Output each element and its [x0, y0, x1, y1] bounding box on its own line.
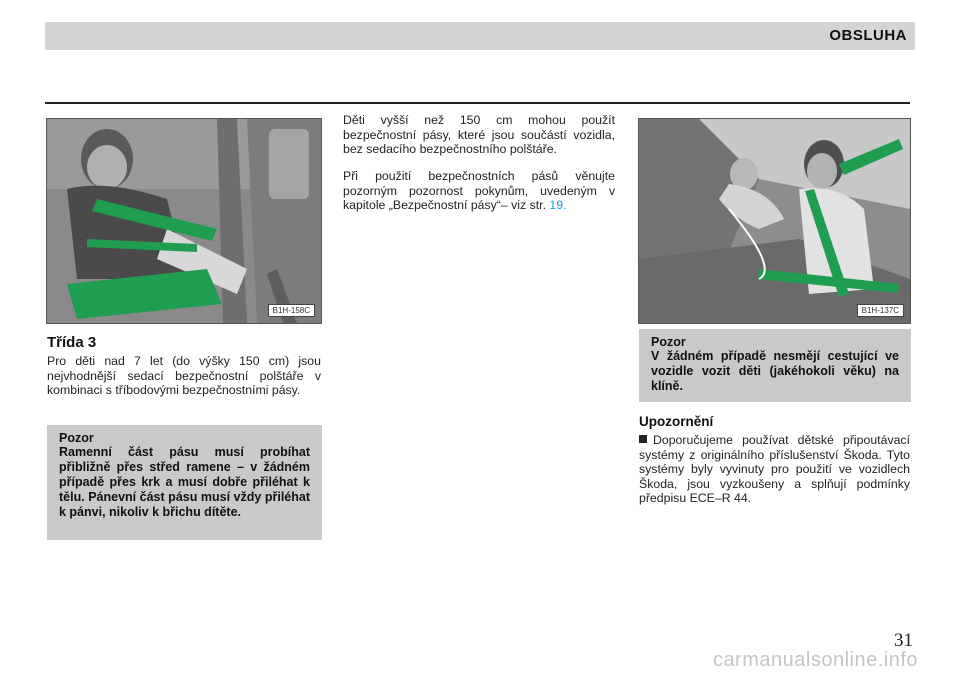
- notice-heading: Upozornění: [639, 414, 714, 429]
- section-title: OBSLUHA: [829, 27, 907, 44]
- warning-box: [639, 329, 911, 402]
- page-number: 31: [894, 630, 913, 651]
- reference-text: Při použití bezpečnostních pásů věnujte pozorným pozornost pokynům, uvedeným v kapitole „Bezpečnostní pásy“– viz str.: [343, 169, 615, 213]
- bullet-square-icon: [639, 435, 647, 443]
- figure-child-booster-seat: [46, 118, 322, 324]
- figure-code-label: B1H-137C: [857, 304, 904, 317]
- figure-code-label: B1H-158C: [268, 304, 315, 317]
- warning-text: V žádném případě nesmějí cestující ve vozidle vozit děti (jakéhokoli věku) na klíně.: [651, 349, 899, 393]
- booster-seat-illustration: [47, 119, 321, 323]
- notice-paragraph: [639, 433, 910, 506]
- header-rule: [45, 102, 910, 104]
- body-paragraph: Děti vyšší než 150 cm mohou použít bezpečnostní pásy, které jsou součástí vozidla, bez sedacího bezpečnostního polštáře.: [343, 113, 615, 157]
- warning-title: Pozor: [59, 431, 94, 445]
- watermark: carmanualsonline.info: [712, 649, 918, 671]
- header-bar: [45, 22, 915, 50]
- body-paragraph: Pro děti nad 7 let (do výšky 150 cm) jsou nejvhodnější sedací bezpečnostní polštáře v kombinaci s tříbodovými bezpečnostními pásy.: [47, 354, 321, 398]
- warning-title: Pozor: [651, 335, 686, 349]
- warning-text: Ramenní část pásu musí probíhat přibližně přes střed ramene – v žádném případě přes krk a musí dobře přiléhat k tělu. Pánevní část pásu musí vždy přiléhat k pánvi, nikoliv k břichu dítěte.: [59, 445, 310, 519]
- page-reference-link[interactable]: 19.: [549, 198, 567, 213]
- figure-child-on-lap: [638, 118, 911, 324]
- body-paragraph-reference: [343, 169, 615, 213]
- notice-text: Doporučujeme používat dětské připoutávací systémy z originálního příslušenství Škoda. Tyto systémy byly vyvinuty pro použití ve vozidlech Škoda, jsou vyzkoušeny a splňují podmínky předpisu ECE–R 44.: [639, 433, 910, 506]
- child-on-lap-illustration: [639, 119, 910, 323]
- warning-box: [47, 425, 322, 540]
- section-heading: Třída 3: [47, 334, 97, 351]
